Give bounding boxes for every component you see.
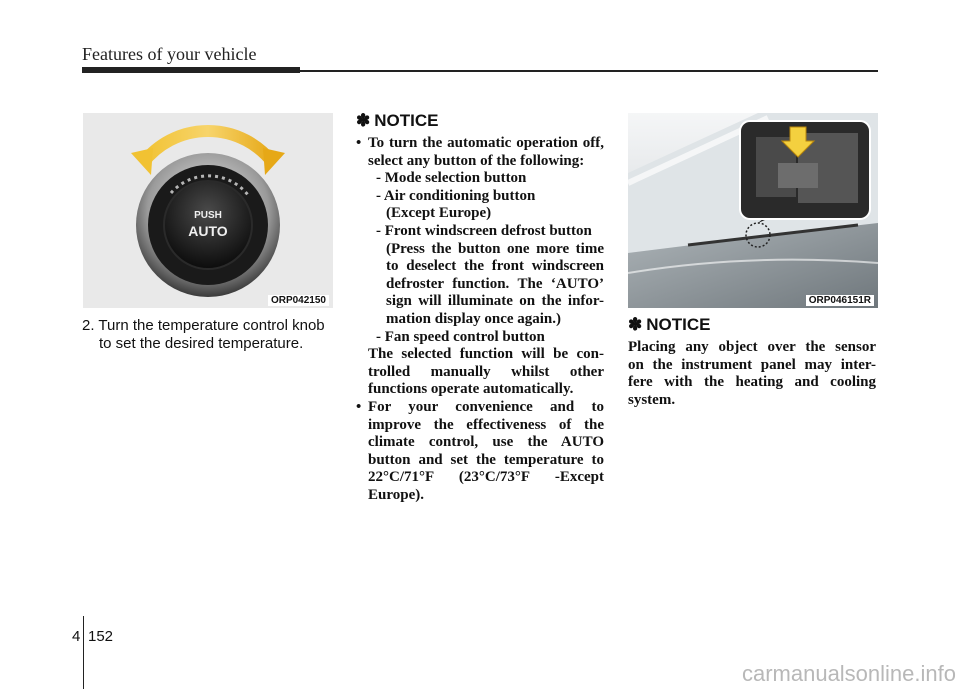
footer-page-number: 152	[88, 628, 114, 645]
notice-2-body	[628, 339, 876, 409]
step-2-text	[82, 317, 338, 353]
header-rule-thin	[300, 70, 878, 72]
star-icon: ✽	[356, 111, 371, 130]
notice-line: The selected function will be con-	[368, 346, 604, 363]
notice-line: button and set the temperature to	[368, 451, 604, 468]
notice-heading	[628, 315, 710, 335]
notice-line: improve the effectiveness of the	[368, 416, 604, 433]
notice-bullet	[356, 135, 604, 170]
notice-sub-line: - Front windscreen defrost button	[376, 222, 592, 239]
notice-sub-line: (Press the button one more time	[386, 240, 604, 257]
notice-sub-line: - Mode selection button	[376, 170, 527, 187]
notice-line: Placing any object over the sensor	[628, 339, 876, 355]
notice-heading	[356, 111, 438, 131]
page-header-title: Features of your vehicle	[82, 44, 257, 64]
notice-heading-label: NOTICE	[374, 111, 439, 130]
figure-auto-knob	[83, 113, 333, 308]
auto-knob-illustration	[83, 113, 333, 308]
notice-line: select any button of the following:	[368, 152, 585, 169]
notice-line: 22°C/71°F (23°C/73°F -Except	[368, 469, 604, 486]
notice-line: For your convenience and to	[368, 398, 604, 415]
watermark: carmanualsonline.info	[741, 661, 956, 686]
notice-sub-line: (Except Europe)	[386, 205, 492, 222]
step-2-line-1: 2. Turn the temperature control knob	[82, 317, 325, 334]
knob-label-auto: AUTO	[188, 223, 228, 239]
figure-caption: ORP042150	[268, 295, 329, 306]
step-2-line-2: to set the desired temperature.	[99, 335, 304, 352]
notice-sub-line: - Air conditioning button	[376, 187, 536, 204]
notice-line: trolled manually whilst other	[368, 363, 604, 380]
notice-line: To turn the automatic operation off,	[368, 135, 604, 151]
notice-sub-line: mation display once again.)	[386, 310, 562, 327]
notice-line: Europe).	[368, 486, 424, 503]
windscreen-illustration	[628, 113, 878, 308]
notice-line: climate control, use the AUTO	[368, 434, 604, 451]
notice-sub-line: to deselect the front windscreen	[386, 258, 604, 275]
notice-line: system.	[628, 391, 676, 408]
figure-windscreen-sensor	[628, 113, 878, 308]
footer-section-number: 4	[72, 628, 81, 645]
bullet-dot: •	[356, 398, 362, 415]
notice-1-body	[356, 135, 604, 504]
notice-sub-line: sign will illuminate on the infor-	[386, 293, 604, 310]
notice-heading-label: NOTICE	[646, 315, 711, 334]
notice-line: fere with the heating and cooling	[628, 374, 876, 391]
notice-sub-line: - Fan speed control button	[376, 328, 545, 345]
bullet-dot: •	[356, 135, 362, 151]
figure-caption: ORP046151R	[806, 295, 874, 306]
notice-bullet	[356, 399, 604, 505]
header-rule	[82, 67, 300, 73]
star-icon: ✽	[628, 315, 643, 334]
footer-divider	[83, 616, 84, 689]
notice-sub-line: defroster function. The ‘AUTO’	[386, 275, 604, 292]
notice-line: on the instrument panel may inter-	[628, 356, 876, 373]
knob-label-push: PUSH	[194, 210, 222, 221]
notice-line: functions operate automatically.	[368, 381, 574, 398]
